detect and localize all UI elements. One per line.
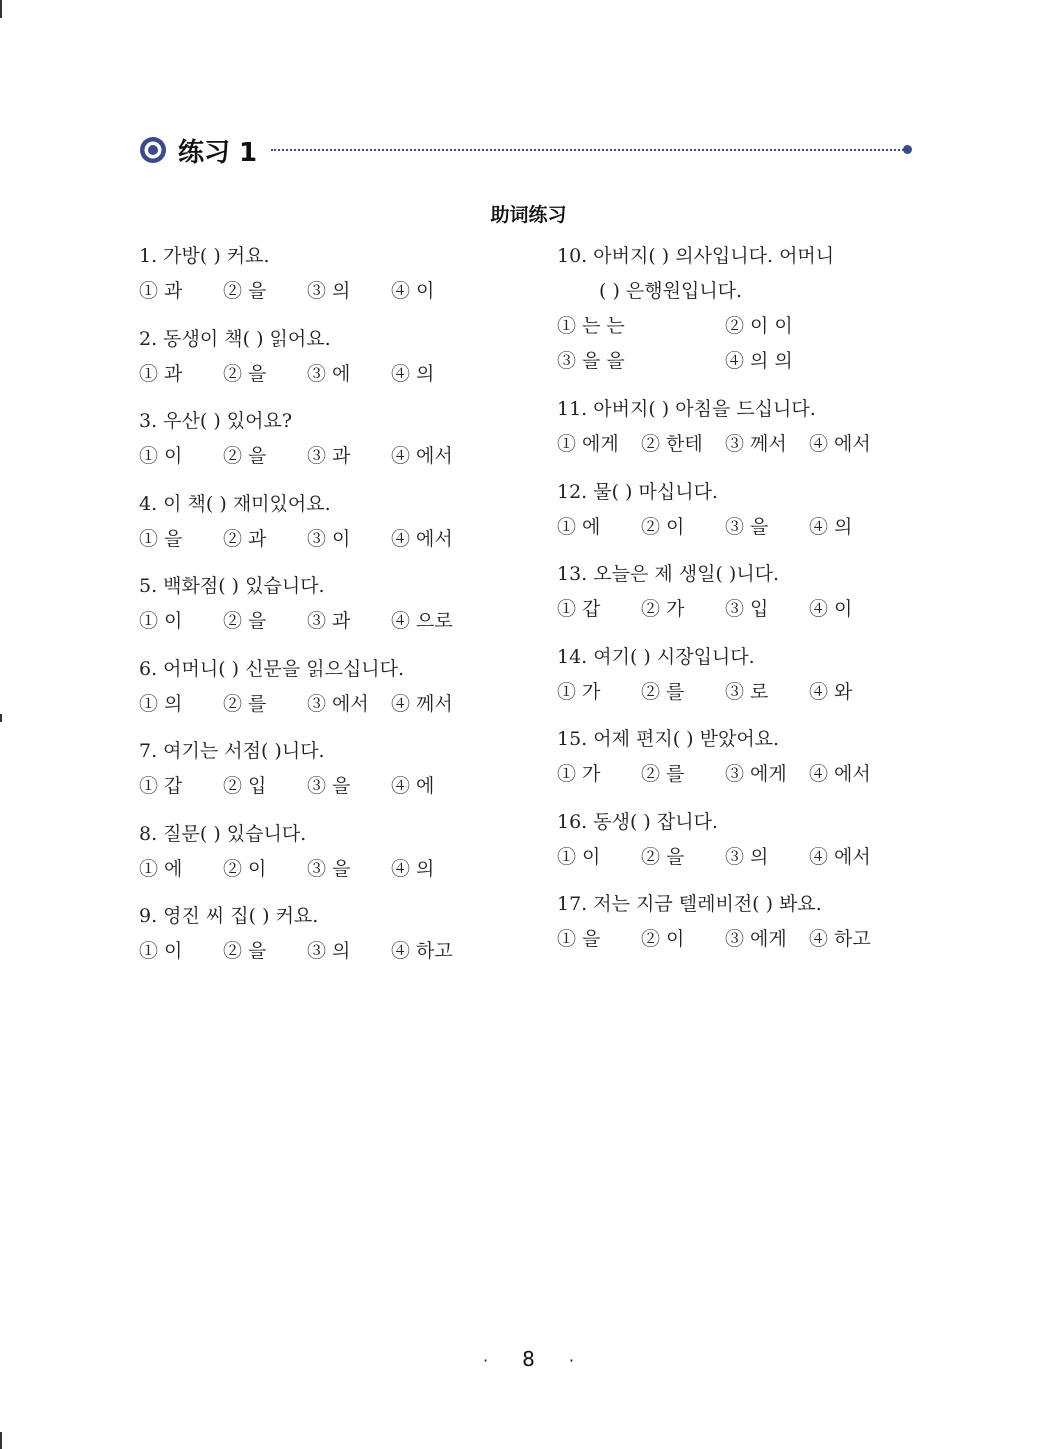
target-icon [138,135,168,165]
question-15 [557,722,937,805]
option-2: ② 을 [223,445,267,467]
question-text: 6. 어머니( ) 신문을 읽으십니다. [139,657,405,680]
option-4: ④ 이 [809,598,853,620]
question-text: 4. 이 책( ) 재미있어요. [139,492,331,515]
options-row [139,934,519,969]
option-3: ③ 의 [725,845,769,868]
option-1: ① 이 [139,445,183,467]
option-1: ① 이 [139,940,183,962]
question-17 [557,887,937,970]
edge-mark-bottom [0,1432,2,1449]
option-4: ④ 에서 [391,445,453,467]
question-text: 12. 물( ) 마십니다. [557,480,718,503]
option-2: ② 을 [223,280,267,302]
option-3: ③ 을 [307,857,351,880]
question-text: 15. 어제 편지( ) 받았어요. [557,728,780,750]
option-4: ④ 에서 [809,763,871,785]
option-4: ④ 의 [809,515,853,538]
options-row [557,840,937,875]
options-row [557,510,937,545]
option-2: ② 를 [641,763,685,785]
option-3: ③ 에게 [725,763,787,785]
question-text: 2. 동생이 책( ) 읽어요. [139,327,331,350]
option-3: ③ 과 [307,610,351,632]
option-2: ② 를 [641,680,685,703]
option-3: ③ 에게 [725,928,787,950]
option-2: ② 이 [641,928,685,950]
option-2: ② 을 [223,362,267,385]
header-rule-end-dot [903,145,912,154]
option-2: ② 를 [223,692,267,715]
question-2 [139,322,519,405]
options-row [557,592,937,627]
question-14 [557,640,937,723]
option-3: ③ 을 [307,775,351,797]
option-4: ④ 께서 [391,692,453,715]
options-row [139,687,519,722]
option-1: ① 는 는 [557,315,625,337]
question-6 [139,652,519,735]
question-text: 14. 여기( ) 시장입니다. [557,645,755,668]
option-4: ④ 의 [391,857,435,880]
page-number: 8 [522,1347,535,1371]
section-title: 助词练习 [490,204,567,226]
option-1: ① 이 [557,845,601,868]
option-4: ④ 에서 [809,433,871,455]
option-4: ④ 하고 [391,940,453,962]
question-3 [139,404,519,487]
question-text: 5. 백화점( ) 있습니다. [139,575,325,597]
option-3: ③ 이 [307,527,351,550]
options-row [557,309,937,344]
option-1: ① 가 [557,763,601,785]
question-16 [557,805,937,888]
question-7 [139,734,519,817]
question-10 [557,239,937,392]
option-1: ① 가 [557,680,601,703]
question-11 [557,392,937,475]
option-3: ③ 께서 [725,433,787,455]
option-1: ① 갑 [557,598,601,620]
options-row [557,675,937,710]
options-row [557,427,937,462]
option-2: ② 을 [223,940,267,962]
question-text: 1. 가방( ) 커요. [139,245,270,267]
question-8 [139,817,519,900]
option-3: ③ 에서 [307,692,369,715]
option-4: ④ 에 [391,775,435,797]
option-4: ④ 하고 [809,928,871,950]
options-row [139,852,519,887]
options-row [139,439,519,474]
question-text: 13. 오늘은 제 생일( )니다. [557,563,780,585]
question-text: 3. 우산( ) 있어요? [139,410,293,432]
option-4: ④ 와 [809,680,853,703]
option-3: ③ 을 [725,515,769,538]
question-text: 16. 동생( ) 잡니다. [557,810,718,833]
option-2: ② 과 [223,527,267,550]
option-1: ① 의 [139,692,183,715]
question-text: 10. 아버지( ) 의사입니다. 어머니 [557,245,835,267]
question-text: 11. 아버지( ) 아침을 드십니다. [557,398,816,420]
option-1: ① 을 [557,928,601,950]
option-2: ② 가 [641,598,685,620]
option-1: ① 에 [139,857,183,880]
options-row [557,344,937,379]
option-1: ① 과 [139,280,183,302]
footer-dot-right: · [568,1351,574,1370]
option-2: ② 한테 [641,433,703,455]
option-1: ① 과 [139,362,183,385]
option-3: ③ 입 [725,598,769,620]
option-1: ① 을 [139,527,183,550]
option-1: ① 에게 [557,433,619,455]
header-dotted-rule [271,149,908,151]
option-4: ④ 에서 [809,845,871,868]
option-1: ① 이 [139,610,183,632]
option-2: ② 입 [223,775,267,797]
options-row [557,757,937,792]
option-3: ③ 의 [307,280,351,302]
option-4: ④ 에서 [391,527,453,550]
question-text: 7. 여기는 서점( )니다. [139,740,325,762]
options-row [557,922,937,957]
question-text: 8. 질문( ) 있습니다. [139,822,307,845]
option-4: ④ 으로 [391,610,453,632]
option-3: ③ 과 [307,445,351,467]
option-2: ② 을 [223,610,267,632]
option-2: ② 을 [641,845,685,868]
footer-dot-left: · [483,1351,489,1370]
edge-mark-top [0,0,2,18]
option-2: ② 이 [223,857,267,880]
left-question-column [139,239,519,982]
option-4: ④ 의 의 [725,350,793,372]
exercise-header [138,132,908,168]
edge-mark-middle [0,714,2,722]
right-question-column [557,239,937,970]
question-12 [557,475,937,558]
question-text-continued: ( ) 은행원입니다. [599,280,743,302]
question-13 [557,557,937,640]
option-4: ④ 이 [391,280,435,302]
option-3: ③ 의 [307,940,351,962]
question-4 [139,487,519,570]
question-text: 9. 영진 씨 집( ) 커요. [139,905,319,927]
question-5 [139,569,519,652]
option-4: ④ 의 [391,362,435,385]
option-1: ① 에 [557,515,601,538]
exercise-title: 练习 1 [178,137,258,168]
question-1 [139,239,519,322]
options-row [139,274,519,309]
option-2: ② 이 [641,515,685,538]
option-1: ① 갑 [139,775,183,797]
question-9 [139,899,519,982]
options-row [139,769,519,804]
option-3: ③ 에 [307,362,351,385]
page-footer [0,1347,1057,1371]
option-3: ③ 을 을 [557,350,625,372]
options-row [139,604,519,639]
option-3: ③ 로 [725,680,769,703]
options-row [139,357,519,392]
option-2: ② 이 이 [725,315,793,337]
options-row [139,522,519,557]
question-text: 17. 저는 지금 텔레비전( ) 봐요. [557,893,822,915]
